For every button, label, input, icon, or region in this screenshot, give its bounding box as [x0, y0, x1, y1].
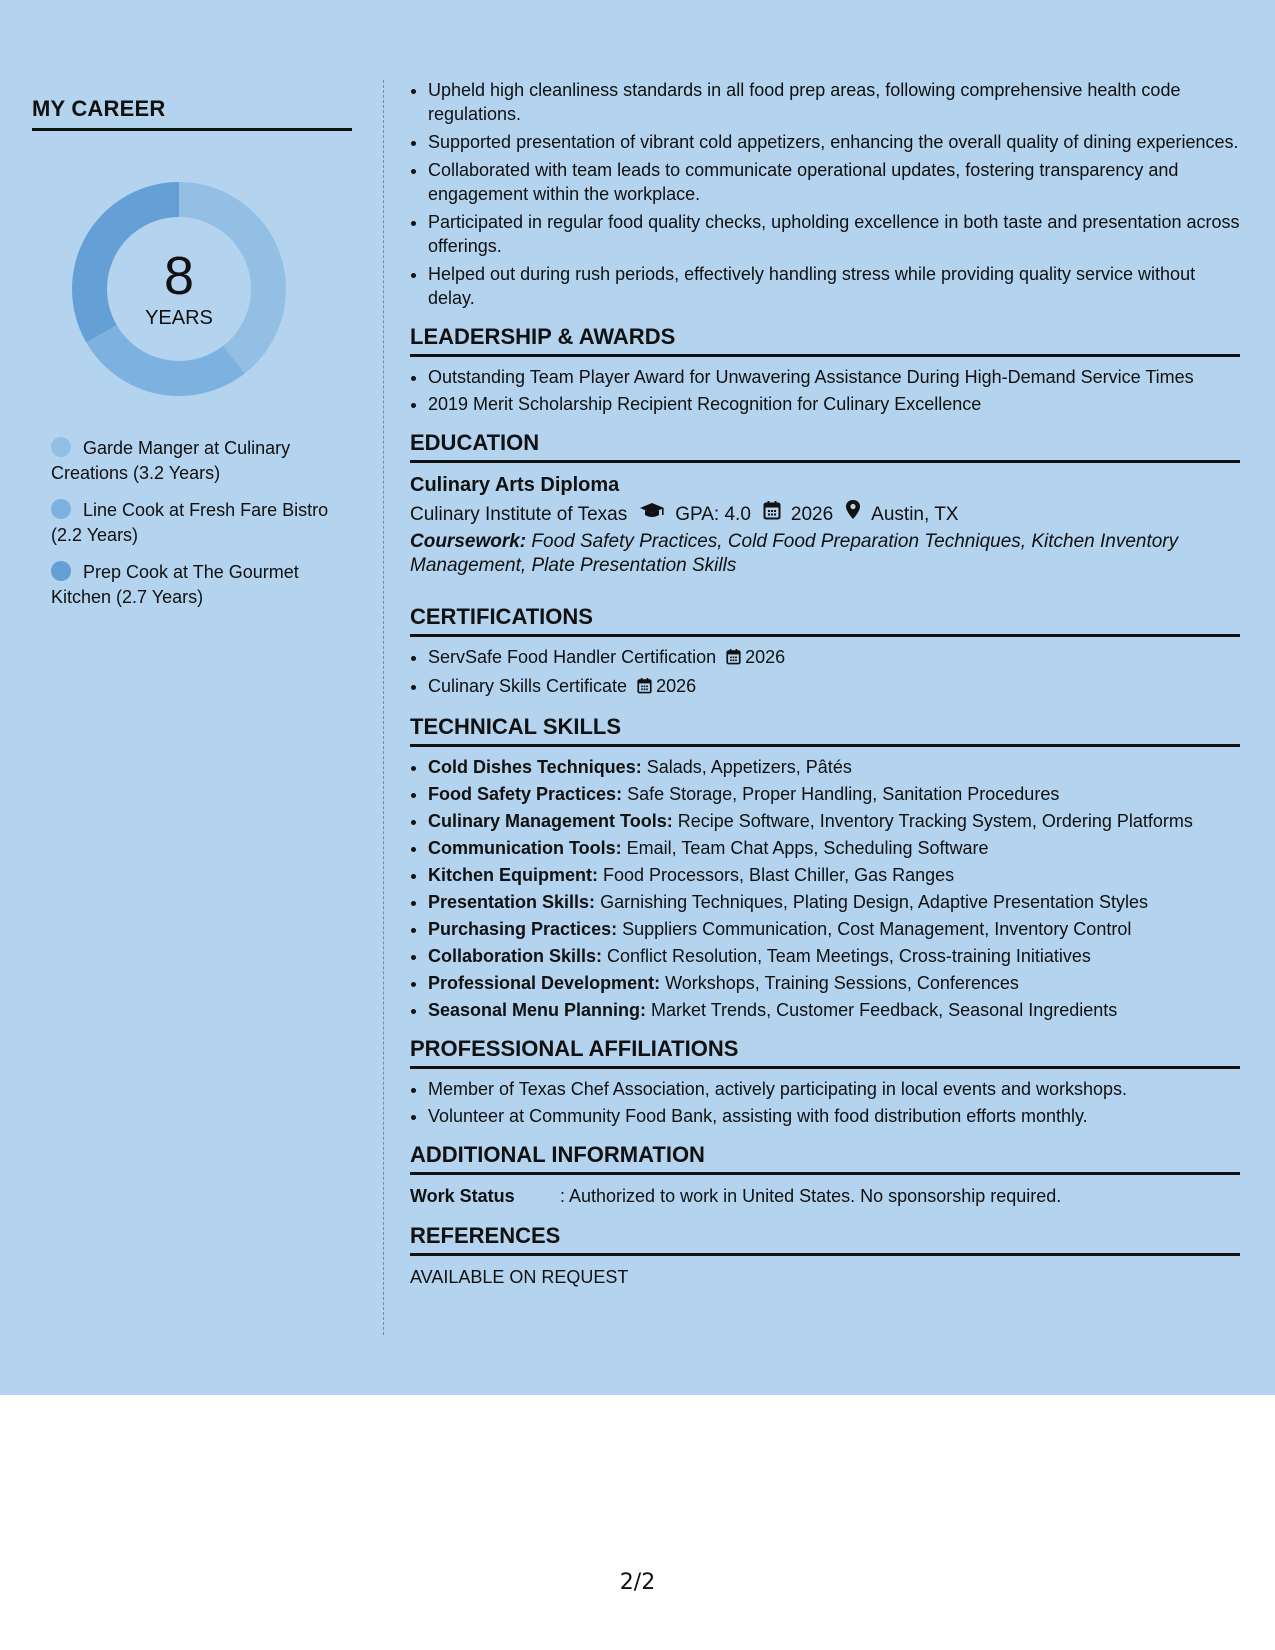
- skill-value: Salads, Appetizers, Pâtés: [641, 757, 852, 777]
- section-title: LEADERSHIP & AWARDS: [410, 324, 1240, 357]
- affiliations-section: [410, 1036, 1240, 1128]
- leadership-list: [410, 365, 1240, 416]
- section-title: TECHNICAL SKILLS: [410, 714, 1240, 747]
- calendar-icon: [763, 500, 781, 530]
- work-status-row: [410, 1183, 1240, 1209]
- skill-label: Food Safety Practices:: [428, 784, 623, 804]
- legend-dot: [51, 499, 71, 519]
- skill-item: [428, 944, 1240, 968]
- career-donut-chart: [66, 176, 292, 402]
- skill-item: [428, 971, 1240, 995]
- skill-item: [428, 998, 1240, 1022]
- donut-slice-1: [179, 182, 286, 374]
- experience-bullet: • Upheld high cleanliness standards in all food prep areas, following comprehensive health code regulations.: [428, 78, 1240, 126]
- legend-item: [51, 498, 341, 548]
- skill-item: [428, 863, 1240, 887]
- skill-item: [428, 809, 1240, 833]
- column-divider: [383, 80, 384, 1335]
- coursework-text: Food Safety Practices, Cold Food Preparation Techniques, Kitchen Inventory Management, Plate Presentation Skills: [410, 531, 1179, 576]
- skill-label: Kitchen Equipment:: [428, 865, 598, 885]
- career-panel: [32, 96, 352, 607]
- skill-value: Conflict Resolution, Team Meetings, Cross-training Initiatives: [602, 946, 1091, 966]
- certifications-section: [410, 604, 1240, 700]
- skill-label: Professional Development:: [428, 973, 661, 993]
- certification-item: [428, 674, 1240, 700]
- certification-year: 2026: [656, 676, 697, 696]
- skill-item: [428, 890, 1240, 914]
- experience-bullets: [410, 78, 1240, 310]
- legend-label: Line Cook at Fresh Fare Bistro (2.2 Years): [51, 500, 329, 545]
- map-pin-icon: [845, 499, 861, 530]
- skill-label: Cold Dishes Techniques:: [428, 757, 642, 777]
- graduation-cap-icon: [639, 500, 665, 530]
- legend-label: Garde Manger at Culinary Creations (3.2 Years): [51, 438, 291, 483]
- skill-label: Communication Tools:: [428, 838, 622, 858]
- education-location: Austin, TX: [871, 503, 959, 525]
- skill-label: Seasonal Menu Planning:: [428, 1000, 647, 1020]
- donut-slice-2: [86, 325, 244, 396]
- legend-item: [51, 560, 341, 610]
- skill-item: [428, 836, 1240, 860]
- calendar-icon: [726, 647, 741, 671]
- list-item: • Member of Texas Chef Association, actively participating in local events and workshops.: [428, 1077, 1240, 1101]
- certification-year: 2026: [745, 647, 786, 667]
- legend-item: [51, 436, 341, 486]
- career-years-label: YEARS: [145, 307, 213, 329]
- legend-label: Prep Cook at The Gourmet Kitchen (2.7 Years): [51, 562, 299, 607]
- list-item: • 2019 Merit Scholarship Recipient Recognition for Culinary Excellence: [428, 392, 1240, 416]
- education-coursework: [410, 530, 1240, 578]
- skill-item: [428, 917, 1240, 941]
- education-school: Culinary Institute of Texas: [410, 503, 628, 525]
- education-details: [410, 499, 1240, 530]
- skill-label: Presentation Skills:: [428, 892, 596, 912]
- experience-bullet: • Supported presentation of vibrant cold appetizers, enhancing the overall quality of dining experiences.: [428, 130, 1240, 154]
- education-year: 2026: [790, 503, 834, 525]
- skill-label: Collaboration Skills:: [428, 946, 603, 966]
- list-item: • Volunteer at Community Food Bank, assisting with food distribution efforts monthly.: [428, 1104, 1240, 1128]
- experience-bullet: • Participated in regular food quality checks, upholding excellence in both taste and presentation across offerings.: [428, 210, 1240, 258]
- section-title: REFERENCES: [410, 1223, 1240, 1256]
- career-total-years: 8: [163, 246, 195, 306]
- coursework-label: Coursework:: [410, 531, 527, 552]
- references-section: [410, 1223, 1240, 1290]
- page-number: 2/2: [619, 1570, 656, 1595]
- section-title: EDUCATION: [410, 430, 1240, 463]
- education-section: [410, 430, 1240, 578]
- experience-bullet: • Collaborated with team leads to communicate operational updates, fostering transparency and engagement within the workplace.: [428, 158, 1240, 206]
- main-content: [410, 78, 1240, 1290]
- additional-info-section: [410, 1142, 1240, 1209]
- career-title: MY CAREER: [32, 96, 352, 131]
- legend-dot: [51, 437, 71, 457]
- skill-value: Safe Storage, Proper Handling, Sanitation Procedures: [622, 784, 1060, 804]
- skill-value: Market Trends, Customer Feedback, Seasonal Ingredients: [646, 1000, 1118, 1020]
- skill-value: Garnishing Techniques, Plating Design, Adaptive Presentation Styles: [595, 892, 1149, 912]
- legend-dot: [51, 561, 71, 581]
- certifications-list: [410, 645, 1240, 700]
- section-title: CERTIFICATIONS: [410, 604, 1240, 637]
- skills-list: [410, 755, 1240, 1022]
- skill-value: Email, Team Chat Apps, Scheduling Software: [621, 838, 989, 858]
- list-item: • Outstanding Team Player Award for Unwavering Assistance During High-Demand Service Times: [428, 365, 1240, 389]
- section-title: ADDITIONAL INFORMATION: [410, 1142, 1240, 1175]
- experience-bullet: • Helped out during rush periods, effectively handling stress while providing quality service without delay.: [428, 262, 1240, 310]
- skill-label: Culinary Management Tools:: [428, 811, 673, 831]
- skill-value: Food Processors, Blast Chiller, Gas Ranges: [598, 865, 955, 885]
- skill-value: Workshops, Training Sessions, Conferences: [660, 973, 1019, 993]
- calendar-icon: [637, 676, 652, 700]
- education-degree: Culinary Arts Diploma: [410, 474, 620, 496]
- skills-section: [410, 714, 1240, 1022]
- work-status-label: Work Status: [410, 1186, 515, 1206]
- certification-name: ServSafe Food Handler Certification: [428, 647, 717, 667]
- career-legend: [51, 436, 341, 622]
- skill-value: Suppliers Communication, Cost Management, Inventory Control: [617, 919, 1132, 939]
- education-gpa: GPA: 4.0: [675, 503, 751, 525]
- leadership-section: [410, 324, 1240, 416]
- skill-label: Purchasing Practices:: [428, 919, 618, 939]
- education-entry: [410, 471, 1240, 578]
- affiliations-list: [410, 1077, 1240, 1128]
- references-text: AVAILABLE ON REQUEST: [410, 1267, 629, 1287]
- section-title: PROFESSIONAL AFFILIATIONS: [410, 1036, 1240, 1069]
- skill-item: [428, 782, 1240, 806]
- certification-item: [428, 645, 1240, 671]
- skill-item: [428, 755, 1240, 779]
- work-status-value: : Authorized to work in United States. No sponsorship required.: [560, 1186, 1062, 1206]
- skill-value: Recipe Software, Inventory Tracking System, Ordering Platforms: [672, 811, 1193, 831]
- certification-name: Culinary Skills Certificate: [428, 676, 628, 696]
